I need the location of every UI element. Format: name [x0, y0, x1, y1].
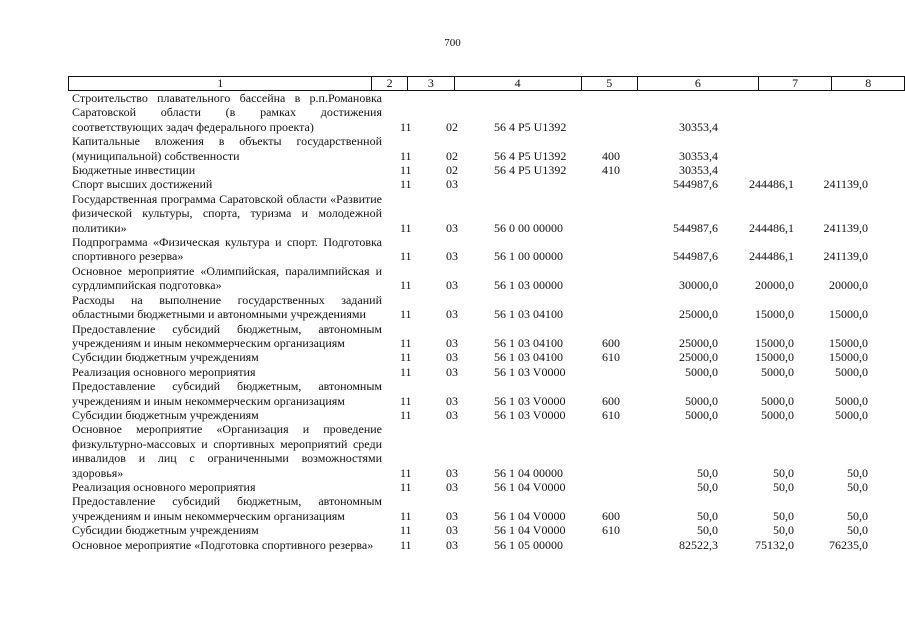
row-target-code: 56 1 03 00000 [494, 278, 563, 293]
row-expense-type: 600 [602, 393, 620, 408]
row-target-code: 56 1 04 00000 [494, 465, 563, 480]
row-subsection: 02 [446, 163, 458, 178]
row-section: 11 [400, 148, 412, 163]
row-subsection: 03 [446, 508, 458, 523]
row-sum-3: 20000,0 [829, 278, 868, 293]
row-sum-2: 5000,0 [761, 393, 794, 408]
row-name: Субсидии бюджетным учреждениям [72, 350, 259, 365]
column-header-6: 6 [637, 77, 758, 91]
row-sum-2: 50,0 [773, 523, 794, 538]
row-sum-1: 5000,0 [685, 364, 718, 379]
table-row [0, 422, 905, 480]
row-target-code: 56 1 04 V0000 [494, 523, 566, 538]
row-expense-type: 610 [602, 350, 620, 365]
row-sum-3: 241139,0 [823, 220, 868, 235]
row-sum-3: 76235,0 [829, 537, 868, 552]
row-subsection: 03 [446, 307, 458, 322]
row-section: 11 [400, 177, 412, 192]
row-target-code: 56 1 00 00000 [494, 249, 563, 264]
table-row [0, 322, 905, 351]
row-sum-3: 15000,0 [829, 350, 868, 365]
row-section: 11 [400, 350, 412, 365]
column-header-2: 2 [372, 77, 408, 91]
row-sum-1: 544987,6 [673, 220, 718, 235]
table-row [0, 494, 905, 523]
row-name: Основное мероприятие «Организация и проведение физкультурно-массовых и спортивных мероприятий среди инвалидов и лиц с ограниченными возможностями здоровья» [72, 422, 382, 480]
row-sum-1: 30353,4 [679, 148, 718, 163]
row-subsection: 03 [446, 479, 458, 494]
row-section: 11 [400, 119, 412, 134]
row-sum-3: 50,0 [847, 523, 868, 538]
row-name: Спорт высших достижений [72, 177, 213, 192]
row-sum-1: 5000,0 [685, 407, 718, 422]
row-sum-2: 50,0 [773, 508, 794, 523]
row-subsection: 03 [446, 465, 458, 480]
row-sum-1: 5000,0 [685, 393, 718, 408]
row-target-code: 56 1 03 04100 [494, 307, 563, 322]
row-target-code: 56 1 03 V0000 [494, 364, 566, 379]
row-sum-3: 5000,0 [835, 407, 868, 422]
row-sum-3: 15000,0 [829, 335, 868, 350]
row-name: Капитальные вложения в объекты государственной (муниципальной) собственности [72, 134, 382, 163]
row-sum-1: 50,0 [697, 479, 718, 494]
row-name: Государственная программа Саратовской области «Развитие физической культуры, спорта, туризма и молодежной политики» [72, 191, 382, 235]
row-section: 11 [400, 479, 412, 494]
table-row [0, 91, 905, 134]
row-subsection: 03 [446, 364, 458, 379]
row-sum-2: 15000,0 [755, 350, 794, 365]
column-header-4: 4 [454, 77, 581, 91]
table-row [0, 365, 905, 379]
row-sum-2: 15000,0 [755, 307, 794, 322]
row-sum-1: 50,0 [697, 523, 718, 538]
row-expense-type: 610 [602, 523, 620, 538]
row-sum-2: 5000,0 [761, 407, 794, 422]
row-target-code: 56 1 04 V0000 [494, 479, 566, 494]
row-sum-2: 50,0 [773, 465, 794, 480]
row-section: 11 [400, 465, 412, 480]
row-sum-3: 241139,0 [823, 249, 868, 264]
row-section: 11 [400, 523, 412, 538]
table-row [0, 264, 905, 293]
row-sum-3: 241139,0 [823, 177, 868, 192]
row-section: 11 [400, 393, 412, 408]
row-expense-type: 410 [602, 163, 620, 178]
row-sum-1: 30353,4 [679, 119, 718, 134]
row-sum-2: 20000,0 [755, 278, 794, 293]
table-row [0, 192, 905, 235]
row-section: 11 [400, 508, 412, 523]
row-name: Основное мероприятие «Подготовка спортивного резерва» [72, 537, 374, 552]
row-sum-1: 544987,6 [673, 249, 718, 264]
row-sum-2: 244486,1 [749, 177, 794, 192]
row-subsection: 03 [446, 177, 458, 192]
row-target-code: 56 1 03 04100 [494, 350, 563, 365]
row-target-code: 56 1 03 V0000 [494, 407, 566, 422]
column-header-8: 8 [832, 77, 905, 91]
row-sum-1: 544987,6 [673, 177, 718, 192]
row-section: 11 [400, 249, 412, 264]
row-name: Субсидии бюджетным учреждениям [72, 523, 259, 538]
row-sum-3: 50,0 [847, 479, 868, 494]
row-sum-1: 30000,0 [679, 278, 718, 293]
table-row [0, 538, 905, 552]
row-target-code: 56 1 03 04100 [494, 335, 563, 350]
row-section: 11 [400, 307, 412, 322]
budget-table-body [0, 91, 905, 552]
page-number: 700 [444, 37, 461, 49]
column-header-5: 5 [581, 77, 637, 91]
row-expense-type: 600 [602, 508, 620, 523]
row-target-code: 56 4 P5 U1392 [494, 119, 567, 134]
row-name: Предоставление субсидий бюджетным, автономным учреждениям и иным некоммерческим организациям [72, 379, 382, 408]
row-subsection: 03 [446, 335, 458, 350]
row-sum-1: 82522,3 [679, 537, 718, 552]
row-name: Бюджетные инвестиции [72, 163, 196, 178]
row-sum-3: 50,0 [847, 465, 868, 480]
row-target-code: 56 4 P5 U1392 [494, 163, 567, 178]
row-section: 11 [400, 364, 412, 379]
table-row [0, 235, 905, 264]
row-name: Подпрограмма «Физическая культура и спорт. Подготовка спортивного резерва» [72, 235, 382, 264]
table-row [0, 350, 905, 364]
row-subsection: 03 [446, 393, 458, 408]
row-sum-1: 50,0 [697, 465, 718, 480]
table-row [0, 408, 905, 422]
column-header-1: 1 [69, 77, 372, 91]
row-target-code: 56 0 00 00000 [494, 220, 563, 235]
row-subsection: 03 [446, 537, 458, 552]
row-target-code: 56 4 P5 U1392 [494, 148, 567, 163]
row-sum-1: 30353,4 [679, 163, 718, 178]
row-section: 11 [400, 163, 412, 178]
row-name: Расходы на выполнение государственных заданий областными бюджетными и автономными учреждениями [72, 292, 382, 322]
column-header-7: 7 [758, 77, 832, 91]
row-subsection: 03 [446, 220, 458, 235]
row-sum-2: 244486,1 [749, 220, 794, 235]
row-sum-1: 50,0 [697, 508, 718, 523]
row-subsection: 02 [446, 119, 458, 134]
column-header-3: 3 [407, 77, 454, 91]
table-row [0, 523, 905, 537]
row-sum-2: 5000,0 [761, 364, 794, 379]
table-row [0, 293, 905, 322]
row-expense-type: 610 [602, 407, 620, 422]
row-subsection: 03 [446, 523, 458, 538]
row-name: Реализация основного мероприятия [72, 479, 256, 494]
table-row [0, 163, 905, 177]
row-sum-2: 75132,0 [755, 537, 794, 552]
row-name: Предоставление субсидий бюджетным, автономным учреждениям и иным некоммерческим организациям [72, 321, 382, 350]
table-row [0, 379, 905, 408]
row-section: 11 [400, 335, 412, 350]
row-name: Субсидии бюджетным учреждениям [72, 407, 259, 422]
row-subsection: 02 [446, 148, 458, 163]
row-subsection: 03 [446, 278, 458, 293]
row-sum-2: 15000,0 [755, 335, 794, 350]
table-row [0, 177, 905, 191]
row-target-code: 56 1 04 V0000 [494, 508, 566, 523]
row-target-code: 56 1 05 00000 [494, 537, 563, 552]
row-sum-3: 15000,0 [829, 307, 868, 322]
row-name: Основное мероприятие «Олимпийская, паралимпийская и сурдлимпийская подготовка» [72, 263, 382, 293]
row-expense-type: 400 [602, 148, 620, 163]
row-sum-3: 50,0 [847, 508, 868, 523]
row-sum-2: 50,0 [773, 479, 794, 494]
row-subsection: 03 [446, 249, 458, 264]
row-subsection: 03 [446, 407, 458, 422]
row-name: Предоставление субсидий бюджетным, автономным учреждениям и иным некоммерческим организациям [72, 494, 382, 523]
column-header-row [68, 76, 905, 91]
row-name: Строительство плавательного бассейна в р.п.Романовка Саратовской области (в рамках достижения соответствующих задач федерального проекта) [72, 91, 382, 134]
row-sum-2: 244486,1 [749, 249, 794, 264]
row-section: 11 [400, 278, 412, 293]
table-row [0, 134, 905, 163]
row-section: 11 [400, 537, 412, 552]
row-sum-1: 25000,0 [679, 307, 718, 322]
row-sum-1: 25000,0 [679, 335, 718, 350]
row-target-code: 56 1 03 V0000 [494, 393, 566, 408]
row-sum-3: 5000,0 [835, 393, 868, 408]
row-section: 11 [400, 407, 412, 422]
row-subsection: 03 [446, 350, 458, 365]
row-sum-1: 25000,0 [679, 350, 718, 365]
row-name: Реализация основного мероприятия [72, 364, 256, 379]
row-expense-type: 600 [602, 335, 620, 350]
row-section: 11 [400, 220, 412, 235]
table-row [0, 480, 905, 494]
row-sum-3: 5000,0 [835, 364, 868, 379]
